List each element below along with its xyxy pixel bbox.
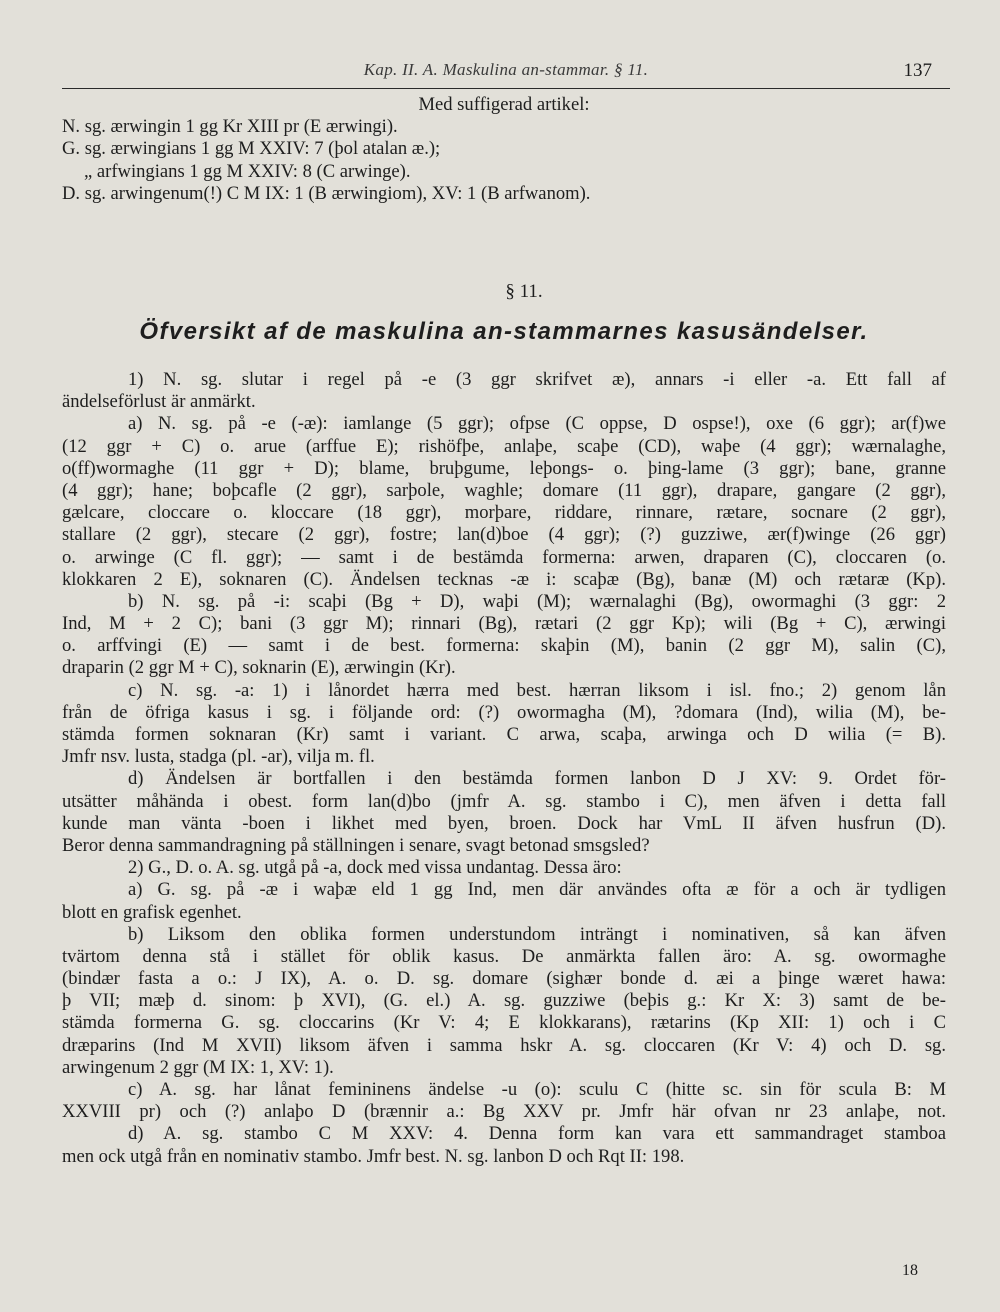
section-number: § 11. xyxy=(505,281,543,302)
body-line: b) N. sg. på -i: scaþi (Bg + D), waþi (M); wærnalaghi (Bg), owormaghi (3 ggr: 2 xyxy=(128,590,946,612)
body-text xyxy=(62,369,946,1168)
body-line: c) N. sg. -a: 1) i lånordet hærra med best. hærran liksom i isl. fno.; 2) genom lån xyxy=(128,679,946,701)
body-line: stallare (2 ggr), stecare (2 ggr), fostre; lan(d)boe (4 ggr); (?) guzziwe, ær(f)winge (26 ggr) xyxy=(62,524,946,546)
body-line: a) G. sg. på -æ i waþæ eld 1 gg Ind, men där användes ofta æ för a och är tydligen xyxy=(128,879,946,901)
body-line: gælcare, cloccare o. kloccare (18 ggr), morþare, riddare, rinnare, rætare, socnare (2 ggr), xyxy=(62,502,946,524)
body-line: XXVIII pr) och (?) anlaþo D (brænnir a.: Bg XXV pr. Jmfr här ofvan nr 23 anlaþe, not. xyxy=(62,1101,946,1123)
body-line: stämda formerna G. sg. cloccarins (Kr V: 4; E klokkarans), rætarins (Kp XII: 1) och i C xyxy=(62,1012,946,1034)
body-line: blott en grafisk egenhet. xyxy=(62,901,242,923)
body-line: d) Ändelsen är bortfallen i den bestämda formen lanbon D J XV: 9. Ordet för- xyxy=(128,768,946,790)
body-line: draparin (2 ggr M + C), soknarin (E), ærwingin (Kr). xyxy=(62,657,456,679)
body-line: Beror denna sammandragning på ställningen i senare, svagt betonad smsgsled? xyxy=(62,834,650,856)
top-line: G. sg. ærwingians 1 gg M XXIV: 7 (þol atalan æ.); xyxy=(62,138,441,160)
body-line: (12 ggr + C) o. arue (arffue E); rishöfþe, anlaþe, scaþe (CD), waþe (4 ggr); wærnalaghe, xyxy=(62,435,946,457)
body-line: men ock utgå från en nominativ stambo. Jmfr best. N. sg. lanbon D och Rqt II: 198. xyxy=(62,1145,685,1167)
running-head: Kap. II. A. Maskulina an-stammar. § 11. xyxy=(363,60,649,79)
body-line: arwingenum 2 ggr (M IX: 1, XV: 1). xyxy=(62,1056,334,1078)
body-line: b) Liksom den oblika formen understundom inträngt i nominativen, så kan äfven xyxy=(128,923,946,945)
top-line: Med suffigerad artikel: xyxy=(418,94,590,115)
body-line: þ VII; mæþ d. sinom: þ XVI), (G. el.) A. sg. guzziwe (beþis g.: Kr X: 3) samt de be- xyxy=(62,990,946,1012)
body-line: d) A. sg. stambo C M XXV: 4. Denna form kan vara ett sammandraget stamboa xyxy=(128,1123,946,1145)
body-line: c) A. sg. har lånat femininens ändelse -u (o): sculu C (hitte sc. sin för scula B: M xyxy=(128,1079,946,1100)
body-line: (bindær fasta a o.: J IX), A. o. D. sg. domare (sighær bonde d. æi a þinge wæret hawa: xyxy=(62,968,946,990)
page-number: 137 xyxy=(903,60,932,81)
top-line: „ arfwingians 1 gg M XXIV: 8 (C arwinge). xyxy=(84,160,411,182)
body-line: ändelseförlust är anmärkt. xyxy=(62,391,256,413)
body-line: utsätter måhända i obest. form lan(d)bo (jmfr A. sg. stambo i C), men äfven i detta fall xyxy=(62,790,946,812)
top-line: D. sg. arwingenum(!) C M IX: 1 (B ærwingiom), XV: 1 (B arfwanom). xyxy=(62,182,591,204)
signature-mark: 18 xyxy=(902,1262,918,1279)
body-line: stämda formen soknaran (Kr) samt i variant. C arwa, scaþa, arwinga och D wilia (= B). xyxy=(62,724,946,745)
section-title: Öfversikt af de maskulina an-stammarnes kasusändelser. xyxy=(139,318,869,345)
body-line: a) N. sg. på -e (-æ): iamlange (5 ggr); ofpse (C oppse, D ospse!), oxe (6 ggr); ar(f)we xyxy=(128,413,946,435)
body-line: (4 ggr); hane; boþcafle (2 ggr), sarþole, waghle; domare (11 ggr), drapare, gangare (2 ggr), xyxy=(62,479,946,501)
page-header xyxy=(62,58,950,89)
body-line: o(ff)wormaghe (11 ggr + D); blame, bruþgume, leþongs- o. þing-lame (3 ggr); bane, granne xyxy=(62,457,946,479)
body-line: tvärtom denna stå i stället för oblik kasus. De anmärkta fallen äro: A. sg. owormaghe xyxy=(62,945,946,967)
top-block xyxy=(62,94,946,205)
body-line: 1) N. sg. slutar i regel på -e (3 ggr skrifvet æ), annars -i eller -a. Ett fall af xyxy=(128,369,946,390)
body-line: klokkaren 2 E), soknaren (C). Ändelsen tecknas -æ i: scaþæ (Bg), banæ (M) och rætaræ (Kp). xyxy=(62,568,946,590)
body-line: Ind, M + 2 C); bani (3 ggr M); rinnari (Bg), rætari (2 ggr Kp); wili (Bg + C), ærwingi xyxy=(62,613,946,635)
body-line: o. arffvingi (E) — samt i de best. formerna: skaþin (M), banin (2 ggr M), salin (C), xyxy=(62,635,946,657)
body-line: o. arwinge (C fl. ggr); — samt i de bestämda formerna: arwen, draparen (C), cloccaren (o. xyxy=(62,546,946,568)
top-line: N. sg. ærwingin 1 gg Kr XIII pr (E ærwingi). xyxy=(62,116,398,138)
body-line: kunde man vänta -boen i likhet med byen, broen. Dock har VmL II äfven husfrun (D). xyxy=(62,812,946,834)
body-line: från de öfriga kasus i sg. i följande ord: (?) owormagha (M), ?domara (Ind), wilia (M), be- xyxy=(62,701,946,723)
body-line: dræparins (Ind M XVII) liksom äfven i samma hskr A. sg. cloccaren (Kr V: 4) och D. sg. xyxy=(62,1034,946,1056)
body-line: 2) G., D. o. A. sg. utgå på -a, dock med vissa undantag. Dessa äro: xyxy=(128,857,622,879)
body-line: Jmfr nsv. lusta, stadga (pl. -ar), vilja m. fl. xyxy=(62,746,375,768)
